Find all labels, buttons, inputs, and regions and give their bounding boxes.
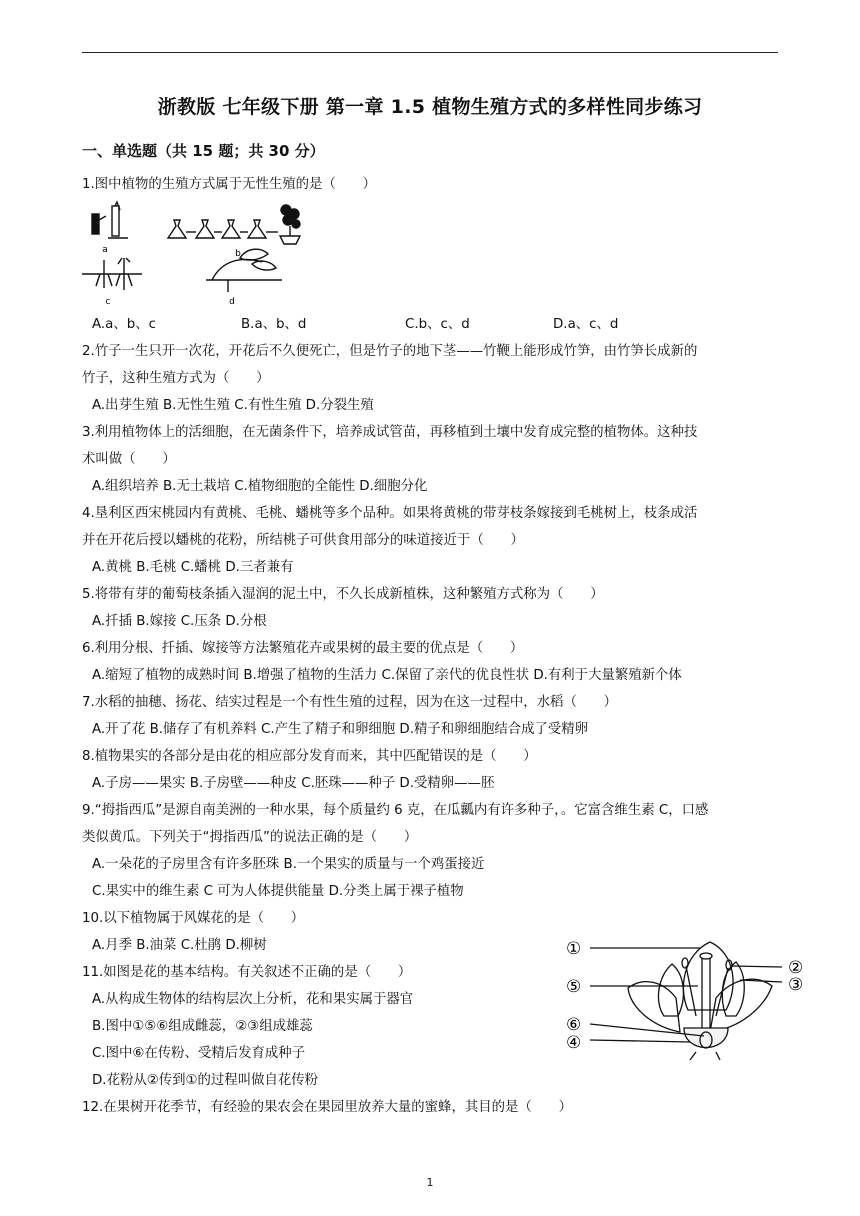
question-2-stem-line-2: 竹子，这种生殖方式为（ ） — [82, 371, 270, 386]
question-2-stem-line-1: 2.竹子一生只开一次花，开花后不久便死亡，但是竹子的地下茎——竹鞭上能形成竹笋，由竹笋长成新的 — [82, 344, 698, 359]
question-10-options[interactable]: A.月季 B.油菜 C.杜鹃 D.柳树 — [92, 938, 267, 953]
question-11-stem: 11.如图是花的基本结构。有关叙述不正确的是（ ） — [82, 965, 412, 980]
question-5-options[interactable]: A.扦插 B.嫁接 C.压条 D.分根 — [92, 614, 267, 629]
question-7-options[interactable]: A.开了花 B.储存了有机养料 C.产生了精子和卵细胞 D.精子和卵细胞结合成了受精卵 — [92, 722, 589, 737]
question-6-stem: 6.利用分根、扦插、嫁接等方法繁殖花卉或果树的最主要的优点是（ ） — [82, 641, 524, 656]
figure-label-a: a — [102, 245, 108, 255]
flower-label-3: ③ — [788, 975, 804, 995]
question-9-stem-line-2: 类似黄瓜。下列关于“拇指西瓜”的说法正确的是（ ） — [82, 830, 418, 845]
question-4-stem-line-1: 4.垦利区西宋桃园内有黄桃、毛桃、蟠桃等多个品种。如果将黄桃的带芽枝条嫁接到毛桃树上，枝条成活 — [82, 506, 698, 521]
flower-label-1: ① — [566, 939, 582, 959]
flower-label-4: ④ — [566, 1033, 582, 1053]
question-1-option-a[interactable]: A.a、b、c — [92, 317, 157, 332]
question-9-stem-line-1: 9.“拇指西瓜”是源自南美洲的一种水果，每个质量约 6 克，在瓜瓤内有许多种子，。它富含维生素 C，口感 — [82, 803, 709, 818]
question-3-stem-line-2: 术叫做（ ） — [82, 452, 176, 467]
question-10-stem: 10.以下植物属于风媒花的是（ ） — [82, 911, 305, 926]
page-title: 浙教版 七年级下册 第一章 1.5 植物生殖方式的多样性同步练习 — [157, 96, 703, 118]
page-number: 1 — [426, 1176, 434, 1189]
question-12-stem: 12.在果树开花季节，有经验的果农会在果园里放养大量的蜜蜂，其目的是（ ） — [82, 1100, 572, 1115]
header-rule — [82, 52, 778, 53]
section-heading: 一、单选题（共 15 题；共 30 分） — [82, 142, 325, 160]
question-9-options-line-2[interactable]: C.果实中的维生素 C 可为人体提供能量 D.分类上属于裸子植物 — [92, 884, 464, 899]
question-1-option-c[interactable]: C.b、c、d — [405, 317, 470, 332]
flower-label-6: ⑥ — [566, 1015, 582, 1035]
question-1-option-d[interactable]: D.a、c、d — [553, 317, 619, 332]
flower-structure-figure — [560, 936, 820, 1060]
reproduction-figure — [82, 200, 322, 312]
question-8-stem: 8.植物果实的各部分是由花的相应部分发育而来，其中匹配错误的是（ ） — [82, 749, 537, 764]
question-11-option-d[interactable]: D.花粉从②传到①的过程叫做自花传粉 — [92, 1073, 319, 1088]
question-2-options[interactable]: A.出芽生殖 B.无性生殖 C.有性生殖 D.分裂生殖 — [92, 398, 374, 413]
question-8-options[interactable]: A.子房——果实 B.子房壁——种皮 C.胚珠——种子 D.受精卵——胚 — [92, 776, 495, 791]
question-6-options[interactable]: A.缩短了植物的成熟时间 B.增强了植物的生活力 C.保留了亲代的优良性状 D.有利于大量繁殖新个体 — [92, 668, 682, 683]
flower-label-5: ⑤ — [566, 977, 582, 997]
question-11-option-b[interactable]: B.图中①⑤⑥组成雌蕊，②③组成雄蕊 — [92, 1019, 313, 1034]
question-11-option-a[interactable]: A.从构成生物体的结构层次上分析，花和果实属于器官 — [92, 992, 414, 1007]
question-9-options-line-1[interactable]: A.一朵花的子房里含有许多胚珠 B.一个果实的质量与一个鸡蛋接近 — [92, 857, 485, 872]
question-1-stem: 1.图中植物的生殖方式属于无性生殖的是（ ） — [82, 177, 376, 192]
figure-label-c: c — [105, 297, 111, 307]
question-7-stem: 7.水稻的抽穗、扬花、结实过程是一个有性生殖的过程，因为在这一过程中，水稻（ ） — [82, 695, 618, 710]
question-3-stem-line-1: 3.利用植物体上的活细胞，在无菌条件下，培养成试管苗，再移植到土壤中发育成完整的植物体。这种技 — [82, 425, 698, 440]
question-11-option-c[interactable]: C.图中⑥在传粉、受精后发育成种子 — [92, 1046, 306, 1061]
figure-label-b: b — [235, 249, 241, 259]
question-4-stem-line-2: 并在开花后授以蟠桃的花粉，所结桃子可供食用部分的味道接近于（ ） — [82, 533, 524, 548]
figure-label-d: d — [229, 297, 235, 307]
question-4-options[interactable]: A.黄桃 B.毛桃 C.蟠桃 D.三者兼有 — [92, 560, 294, 575]
question-3-options[interactable]: A.组织培养 B.无土栽培 C.植物细胞的全能性 D.细胞分化 — [92, 479, 428, 494]
question-5-stem: 5.将带有芽的葡萄枝条插入湿润的泥土中，不久长成新植株，这种繁殖方式称为（ ） — [82, 587, 604, 602]
flower-label-2: ② — [788, 958, 804, 978]
question-1-option-b[interactable]: B.a、b、d — [241, 317, 307, 332]
